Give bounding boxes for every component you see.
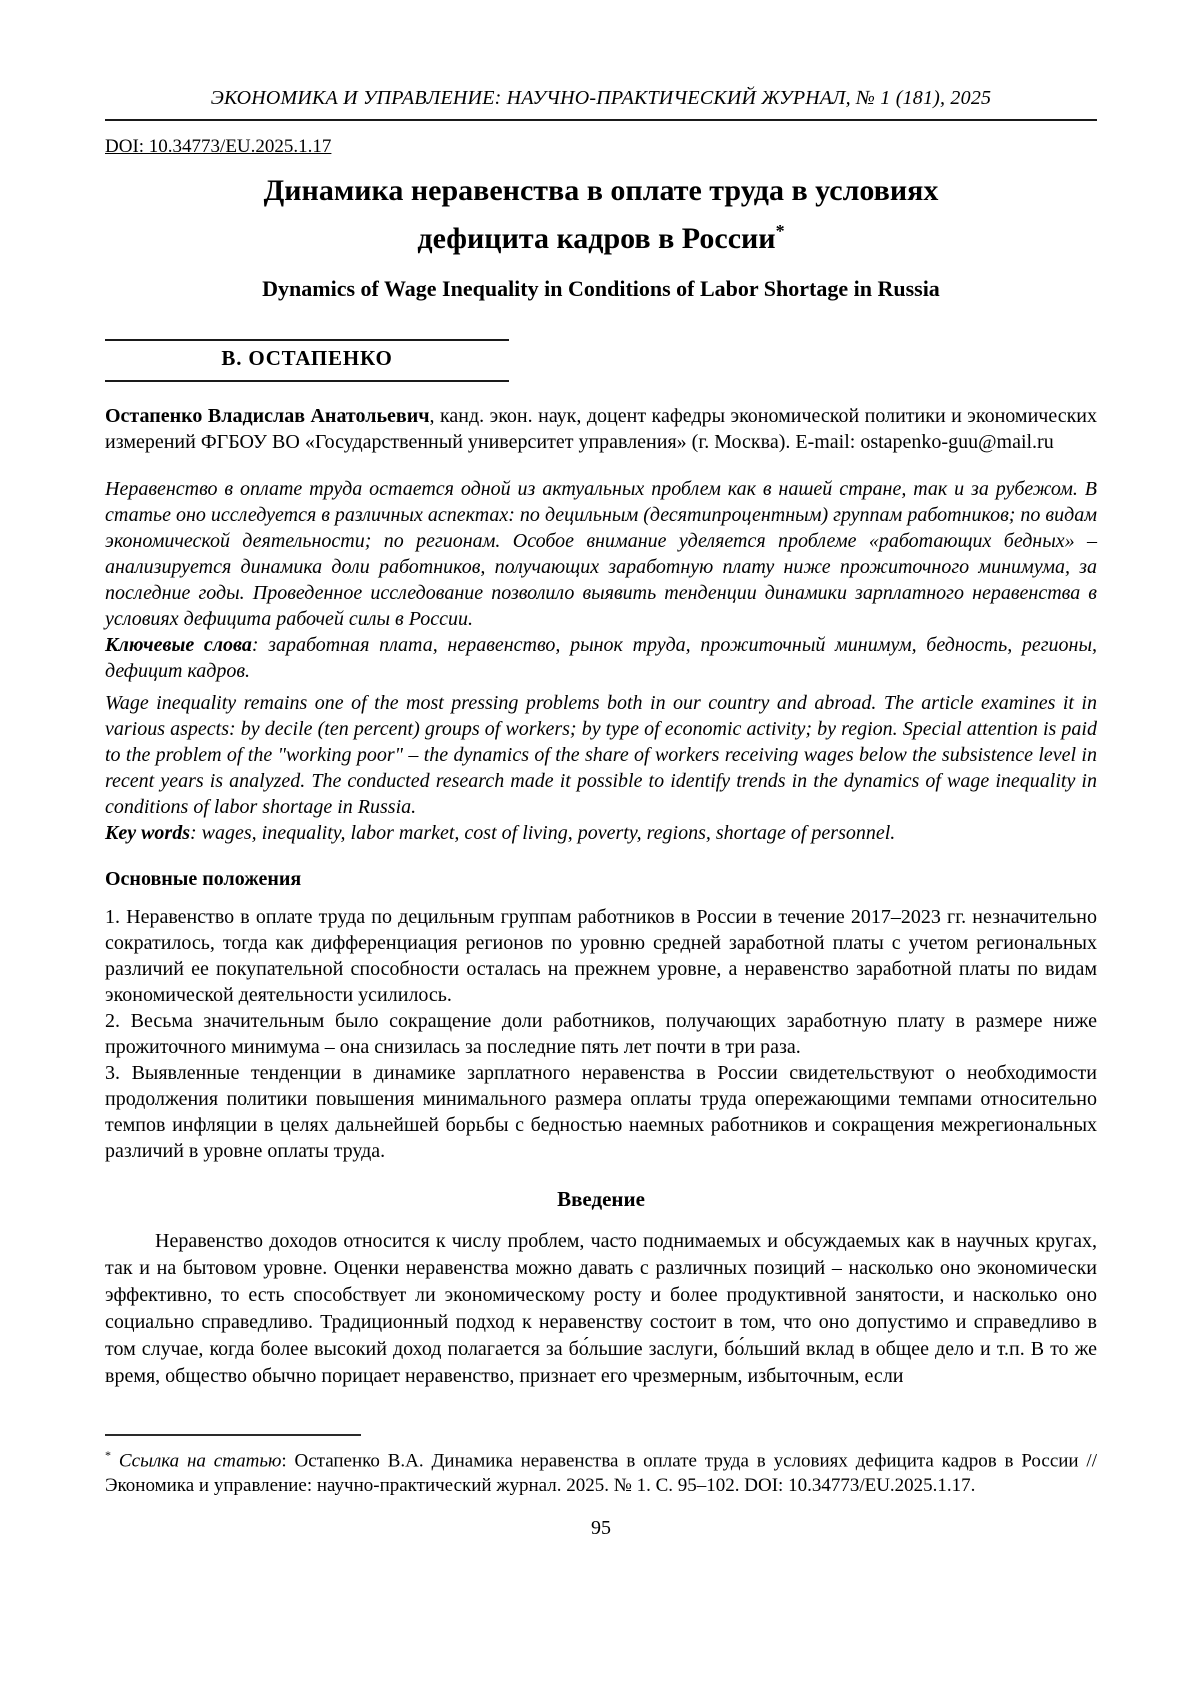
abstract-ru: Неравенство в оплате труда остается одной из актуальных проблем как в нашей стране, так и за рубежом. В статье оно исследуется в различных аспектах: по децильным (десятипроцентным) группам работников; по видам экономической деятельности; по регионам. Особое внимание уделяется проблеме «работающих бедных» – анализируется динамика доли работников, получающих заработную плату ниже прожиточного минимума, за последние годы. Проведенное исследование позволило выявить тенденции динамики зарплатного неравенства в условиях дефицита рабочей силы в России. (105, 478, 1097, 630)
article-title-ru (105, 171, 1097, 259)
main-point-2: 2. Весьма значительным было сокращение доли работников, получающих заработную плату в размере ниже прожиточного минимума – она снизилась за последние пять лет почти в три раза. (105, 1010, 1097, 1058)
doi-text: DOI: 10.34773/EU.2025.1.17 (105, 136, 332, 157)
keywords-en-label: Key words (105, 822, 190, 844)
main-points-list (105, 904, 1097, 1164)
doi-line (105, 136, 1097, 158)
footnote-rule (105, 1434, 361, 1436)
author-affiliation (105, 403, 1097, 455)
abstract-en: Wage inequality remains one of the most pressing problems both in our country and abroad. The article examines it in various aspects: by decile (ten percent) groups of workers; by type of economic activity; by region. Special attention is paid to the problem of the "working poor" – the dynamics of the share of workers receiving wages below the subsistence level in recent years is analyzed. The conducted research made it possible to identify trends in the dynamics of wage inequality in conditions of labor shortage in Russia. (105, 692, 1097, 818)
author-display-name: В. ОСТАПЕНКО (221, 346, 393, 370)
page-number: 95 (591, 1517, 611, 1540)
footnote (105, 1443, 1097, 1498)
introduction-heading: Введение (557, 1187, 645, 1211)
footnote-label: Ссылка на статью (118, 1450, 282, 1472)
journal-running-head: ЭКОНОМИКА И УПРАВЛЕНИЕ: НАУЧНО-ПРАКТИЧЕСКИЙ ЖУРНАЛ, № 1 (181), 2025 (210, 87, 992, 109)
keywords-en-text: : wages, inequality, labor market, cost of living, poverty, regions, shortage of personnel. (190, 822, 896, 844)
footnote-mark: * (105, 1448, 111, 1462)
keywords-ru-text: : заработная плата, неравенство, рынок труда, прожиточный минимум, бедность, регионы, дефицит кадров. (105, 634, 1098, 682)
keywords-en (105, 820, 1097, 846)
author-full-name: Остапенко Владислав Анатольевич (105, 405, 430, 427)
main-point-1: 1. Неравенство в оплате труда по децильным группам работников в России в течение 2017–2023 гг. незначительно сократилось, тогда как дифференциация регионов по уровню средней заработной платы с учетом региональных различий ее покупательной способности осталась на прежнем уровне, а неравенство заработной платы по видам экономической деятельности усилилось. (105, 906, 1097, 1006)
header-rule (105, 119, 1097, 121)
introduction-paragraph: Неравенство доходов относится к числу проблем, часто поднимаемых и обсуждаемых как в научных кругах, так и на бытовом уровне. Оценки неравенства можно давать с различных позиций – насколько оно экономически эффективно, то есть способствует ли экономическому росту и более продуктивной занятости, и насколько оно социально справедливо. Традиционный подход к неравенству состоит в том, что оно допустимо и справедливо в том случае, когда более высокий доход полагается за бо́льшие заслуги, бо́льший вклад в общее дело и т.п. В то же время, общество обычно порицает неравенство, признает его чрезмерным, избыточным, если (105, 1230, 1097, 1387)
title-ru-line2: дефицита кадров в России (417, 222, 776, 255)
main-points-heading: Основные положения (105, 868, 302, 890)
keywords-ru-label: Ключевые слова (105, 634, 252, 656)
author-block (105, 339, 509, 382)
author-details: , канд. экон. наук, доцент кафедры экономической политики и экономических измерений ФГБОУ ВО «Государственный университет управления» (г. Москва). E-mail: ostapenko-guu@mail.ru (105, 405, 1098, 453)
keywords-ru (105, 632, 1097, 684)
title-ru-line1: Динамика неравенства в оплате труда в условиях (263, 174, 939, 207)
main-point-3: 3. Выявленные тенденции в динамике зарплатного неравенства в России свидетельствуют о необходимости продолжения политики повышения минимального размера оплаты труда опережающими темпами относительно темпов инфляции в целях дальнейшей борьбы с бедностью наемных работников и сокращения межрегиональных различий в уровне оплаты труда. (105, 1062, 1097, 1162)
title-footnote-mark: * (775, 221, 785, 241)
article-title-en: Dynamics of Wage Inequality in Conditions of Labor Shortage in Russia (262, 276, 940, 301)
footnote-text: : Остапенко В.А. Динамика неравенства в оплате труда в условиях дефицита кадров в России // Экономика и управление: научно-практический журнал. 2025. № 1. С. 95–102. DOI: 10.34773/EU.2025.1.17. (105, 1450, 1097, 1497)
